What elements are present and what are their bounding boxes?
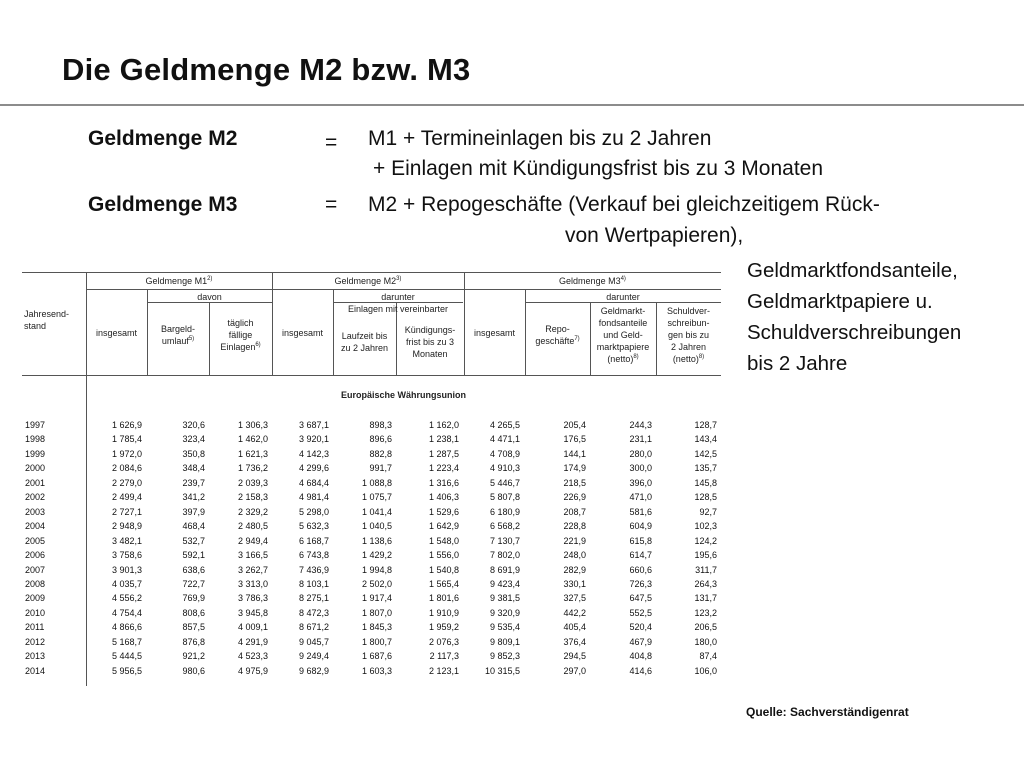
- table-cell: 7 436,9: [298, 564, 329, 575]
- table-cell: 414,6: [629, 665, 652, 676]
- row-year: 2011: [25, 622, 45, 633]
- table-cell: 604,9: [629, 521, 652, 532]
- header-schuld: Schuldver- schreibun- gen bis zu 2 Jahren (netto)$^{8)}$: [666, 306, 711, 364]
- table-cell: 8 472,3: [298, 607, 329, 618]
- side-note-line: Geldmarktfondsanteile,: [747, 259, 958, 282]
- table-cell: 128,7: [694, 420, 717, 430]
- table-cell: 5 956,5: [111, 665, 142, 676]
- table-cell: 3 920,1: [298, 434, 329, 445]
- table-cell: 1 994,8: [361, 564, 392, 575]
- table-border-top: [22, 272, 721, 273]
- table-cell: 2 117,3: [429, 651, 459, 662]
- table-cell: 144,1: [563, 448, 586, 459]
- table-cell: 3 945,8: [237, 607, 268, 618]
- header-m1: Geldmenge M1$^{2)}$: [145, 276, 213, 286]
- header-year: Jahresend- stand: [24, 309, 70, 331]
- table-cell: 4 299,6: [298, 463, 329, 474]
- table-cell: 92,7: [699, 506, 717, 517]
- table-cell: 8 275,1: [298, 593, 329, 604]
- table-cell: 1 429,2: [361, 550, 392, 561]
- table-cell: 396,0: [629, 477, 652, 488]
- table-cell: 4 035,7: [111, 578, 142, 589]
- row-year: 2000: [25, 463, 46, 474]
- table-cell: 9 381,5: [489, 593, 520, 604]
- table-cell: 614,7: [629, 550, 652, 561]
- row-year: 2002: [25, 492, 46, 503]
- side-note-line: Geldmarktpapiere u.: [747, 290, 933, 313]
- table-cell: 9 045,7: [298, 636, 329, 647]
- row-year: 2005: [25, 535, 46, 546]
- table-cell: 4 291,9: [237, 636, 268, 647]
- table-cell: 2 727,1: [111, 506, 142, 517]
- table-cell: 128,5: [694, 492, 717, 503]
- table-cell: 294,5: [563, 651, 586, 662]
- table-cell: 1 556,0: [428, 550, 459, 561]
- table-cell: 615,8: [629, 535, 652, 546]
- table-cell: 1 287,5: [428, 448, 459, 459]
- row-year: 2004: [25, 521, 46, 532]
- side-note-line: bis 2 Jahre: [747, 352, 848, 375]
- table-cell: 4 523,3: [237, 651, 268, 662]
- table-cell: 135,7: [694, 463, 717, 474]
- table-cell: 1 959,2: [428, 622, 459, 633]
- table-cell: 4 556,2: [111, 593, 142, 604]
- table-cell: 180,0: [694, 636, 717, 647]
- table-header-bottom: [22, 375, 721, 376]
- table-cell: 1 138,6: [361, 535, 392, 546]
- table-cell: 592,1: [182, 550, 205, 561]
- table-cell: 102,3: [694, 521, 717, 532]
- section-title: Europäische Währungsunion: [340, 390, 466, 400]
- header-insgesamt-m2: insgesamt: [281, 328, 324, 338]
- table-cell: 1 687,6: [361, 651, 392, 662]
- table-col-divider: [272, 272, 273, 375]
- table-cell: 876,8: [182, 636, 205, 647]
- title-divider: [0, 104, 1024, 106]
- table-cell: 1 548,0: [428, 535, 459, 546]
- table-cell: 6 168,7: [298, 535, 329, 546]
- table-cell: 2 039,3: [237, 477, 268, 488]
- table-cell: 3 901,3: [111, 564, 142, 575]
- table-cell: 8 671,2: [298, 622, 329, 633]
- table-cell: 991,7: [369, 463, 392, 474]
- table-cell: 131,7: [694, 593, 717, 604]
- row-year: 2003: [25, 506, 46, 517]
- def-m2-label: Geldmenge M2: [88, 127, 238, 150]
- table-cell: 4 142,3: [298, 448, 329, 459]
- table-cell: 143,4: [694, 434, 717, 445]
- table-cell: 376,4: [563, 636, 586, 647]
- table-cell: 1 462,0: [237, 434, 268, 445]
- table-cell: 7 802,0: [489, 550, 520, 561]
- table-cell: 3 262,7: [237, 564, 268, 575]
- table-cell: 323,4: [182, 434, 205, 445]
- table-cell: 1 917,4: [361, 593, 392, 604]
- table-cell: 722,7: [182, 578, 205, 589]
- table-cell: 87,4: [699, 651, 717, 662]
- table-cell: 320,6: [182, 420, 205, 430]
- table-cell: 300,0: [629, 463, 652, 474]
- table-cell: 896,6: [369, 434, 392, 445]
- table-cell: 218,5: [563, 477, 586, 488]
- table-cell: 1 406,3: [428, 492, 459, 503]
- table-cell: 397,9: [182, 506, 205, 517]
- table-cell: 1 603,3: [361, 665, 392, 676]
- table-cell: 9 852,3: [489, 651, 520, 662]
- table-cell: 3 482,1: [111, 535, 142, 546]
- table-cell: 1 801,6: [428, 593, 459, 604]
- table-cell: 471,0: [629, 492, 652, 503]
- table-cell: 3 313,0: [237, 578, 268, 589]
- table-cell: 404,8: [629, 651, 652, 662]
- table-cell: 145,8: [694, 477, 717, 488]
- row-year: 2006: [25, 550, 46, 561]
- table-cell: 280,0: [629, 448, 652, 459]
- table-cell: 123,2: [694, 607, 717, 618]
- table-cell: 10 315,5: [484, 665, 520, 676]
- table-cell: 1 316,6: [428, 477, 459, 488]
- table-cell: 176,5: [563, 434, 586, 445]
- table-cell: 2 949,4: [237, 535, 268, 546]
- source-note: Quelle: Sachverständigenrat: [746, 705, 909, 719]
- table-cell: 5 446,7: [489, 477, 520, 488]
- def-m3-equals: =: [325, 193, 338, 216]
- def-m2-line1: M1 + Termineinlagen bis zu 2 Jahren: [368, 127, 712, 150]
- def-m3-line1: M2 + Repogeschäfte (Verkauf bei gleichzeitigem Rück-: [368, 193, 880, 216]
- table-cell: 4 975,9: [237, 665, 268, 676]
- header-m2: Geldmenge M2$^{3)}$: [334, 276, 402, 286]
- table-cell: 4 754,4: [111, 607, 142, 618]
- table-cell: 9 809,1: [489, 636, 520, 647]
- table-cell: 857,5: [182, 622, 205, 633]
- table-cell: 239,7: [182, 477, 205, 488]
- table-cell: 1 642,9: [428, 521, 459, 532]
- table-rule: [86, 289, 721, 290]
- table-cell: 9 682,9: [298, 665, 329, 676]
- side-note: [747, 255, 961, 379]
- table-cell: 228,8: [563, 521, 586, 532]
- table-cell: 4 684,4: [298, 477, 329, 488]
- table-cell: 1 223,4: [428, 463, 459, 474]
- header-davon: davon: [197, 292, 222, 302]
- table-cell: 3 758,6: [111, 550, 142, 561]
- table-cell: 638,6: [182, 564, 205, 575]
- table-cell: 6 180,9: [489, 506, 520, 517]
- table-cell: 1 800,7: [361, 636, 392, 647]
- table-cell: 1 845,3: [361, 622, 392, 633]
- header-darunter-m2: darunter Einlagen mit vereinbarter: [347, 292, 449, 314]
- table-cell: 2 076,3: [428, 636, 459, 647]
- table-cell: 341,2: [182, 492, 205, 503]
- table-cell: 174,9: [563, 463, 586, 474]
- table-cell: 769,9: [182, 593, 205, 604]
- table-cell: 282,9: [563, 564, 586, 575]
- table-cell: 7 130,7: [489, 535, 520, 546]
- def-m2-line2: + Einlagen mit Kündigungsfrist bis zu 3 Monaten: [373, 157, 824, 180]
- table-cell: 330,1: [563, 578, 586, 589]
- table-cell: 248,0: [563, 550, 586, 561]
- table-cell: 442,2: [563, 607, 586, 618]
- table-cell: 467,9: [629, 636, 652, 647]
- table-cell: 5 632,3: [298, 521, 329, 532]
- header-insgesamt-m3: insgesamt: [473, 328, 516, 338]
- table-cell: 1 621,3: [237, 448, 268, 459]
- table-cell: 3 166,5: [237, 550, 268, 561]
- page-title: Die Geldmenge M2 bzw. M3: [62, 52, 471, 87]
- table-cell: 532,7: [182, 535, 205, 546]
- table-cell: 226,9: [563, 492, 586, 503]
- row-year: 1998: [25, 434, 46, 445]
- table-cell: 468,4: [182, 521, 205, 532]
- table-cell: 1 565,4: [428, 578, 459, 589]
- table-cell: 4 708,9: [489, 448, 520, 459]
- table-cell: 348,4: [182, 463, 205, 474]
- header-laufzeit: Laufzeit bis zu 2 Jahren: [340, 331, 389, 353]
- table-cell: 8 691,9: [489, 564, 520, 575]
- def-m3-label: Geldmenge M3: [88, 193, 238, 216]
- table-cell: 221,9: [563, 535, 586, 546]
- table-cell: 231,1: [629, 434, 652, 445]
- header-bargeld: Bargeld- umlauf$^{5)}$: [160, 324, 196, 346]
- table-cell: 9 535,4: [489, 622, 520, 633]
- table-cell: 264,3: [694, 578, 717, 589]
- table-cell: 581,6: [629, 506, 652, 517]
- table-cell: 8 103,1: [298, 578, 329, 589]
- table-cell: 1 807,0: [361, 607, 392, 618]
- row-year: 2012: [25, 636, 46, 647]
- table-cell: 6 568,2: [489, 521, 520, 532]
- row-year: 2008: [25, 578, 46, 589]
- row-year: 2007: [25, 564, 46, 575]
- table-cell: 552,5: [629, 607, 652, 618]
- table-cell: 9 320,9: [489, 607, 520, 618]
- table-col-divider: [464, 272, 465, 375]
- table-cell: 311,7: [695, 564, 717, 575]
- table-cell: 1 972,0: [111, 448, 142, 459]
- table-cell: 350,8: [182, 448, 205, 459]
- table-cell: 244,3: [629, 420, 652, 430]
- table-cell: 1 910,9: [428, 607, 459, 618]
- table-cell: 5 298,0: [298, 506, 329, 517]
- table-cell: 1 736,2: [237, 463, 268, 474]
- side-note-line: Schuldverschreibungen: [747, 321, 962, 344]
- table-cell: 5 444,5: [111, 651, 142, 662]
- table-cell: 208,7: [563, 506, 586, 517]
- header-m3: Geldmenge M3$^{4)}$: [559, 276, 626, 286]
- table-cell: 726,3: [629, 578, 652, 589]
- table-cell: 1 238,1: [428, 434, 459, 445]
- table-cell: 4 866,6: [111, 622, 142, 633]
- row-year: 2001: [25, 477, 46, 488]
- row-year: 2013: [25, 651, 46, 662]
- row-year: 2010: [25, 607, 46, 618]
- row-year: 1997: [25, 420, 46, 430]
- table-cell: 2 480,5: [237, 521, 268, 532]
- table-cell: 4 265,5: [489, 420, 520, 430]
- table-cell: 6 743,8: [298, 550, 329, 561]
- table-cell: 4 471,1: [489, 434, 520, 445]
- row-year: 2009: [25, 593, 46, 604]
- row-year: 1999: [25, 448, 46, 459]
- table-cell: 4 981,4: [298, 492, 329, 503]
- table-cell: 405,4: [563, 622, 586, 633]
- money-supply-table: [22, 272, 721, 686]
- table-cell: 9 423,4: [489, 578, 520, 589]
- table-cell: 5 168,7: [111, 636, 142, 647]
- table-cell: 124,2: [694, 535, 717, 546]
- table-cell: 2 084,6: [111, 463, 142, 474]
- table-cell: 921,2: [182, 651, 205, 662]
- table-cell: 882,8: [369, 448, 392, 459]
- table-cell: 1 041,4: [361, 506, 392, 517]
- table-cell: 4 910,3: [489, 463, 520, 474]
- table-cell: 4 009,1: [237, 622, 268, 633]
- table-cell: 327,5: [563, 593, 586, 604]
- table-cell: 1 306,3: [237, 420, 268, 430]
- table-cell: 2 499,4: [111, 492, 142, 503]
- table-cell: 1 162,0: [428, 420, 459, 430]
- table-cell: 106,0: [694, 665, 717, 676]
- table-cell: 206,5: [694, 622, 717, 633]
- table-cell: 3 687,1: [298, 420, 329, 430]
- table-cell: 297,0: [563, 665, 586, 676]
- header-faellig: täglich fällige Einlagen$^{6)}$: [220, 318, 261, 352]
- table-cell: 898,3: [369, 420, 392, 430]
- table-cell: 1 088,8: [361, 477, 392, 488]
- header-geldmarkt: Geldmarkt- fondsanteile und Geld- marktpapiere (netto)$^{8)}$: [596, 306, 650, 364]
- table-cell: 205,4: [563, 420, 586, 430]
- table-cell: 647,5: [629, 593, 652, 604]
- table-cell: 980,6: [182, 665, 205, 676]
- header-insgesamt-m1: insgesamt: [95, 328, 138, 338]
- table-cell: 1 529,6: [428, 506, 459, 517]
- def-m3-line2: von Wertpapieren),: [565, 224, 744, 247]
- table-cell: 1 040,5: [361, 521, 392, 532]
- header-darunter-m3: darunter: [606, 292, 640, 302]
- table-cell: 195,6: [694, 550, 717, 561]
- table-cell: 2 158,3: [237, 492, 268, 503]
- table-cell: 1 785,4: [111, 434, 142, 445]
- table-cell: 2 279,0: [111, 477, 142, 488]
- table-cell: 808,6: [182, 607, 205, 618]
- table-cell: 520,4: [629, 622, 652, 633]
- table-cell: 9 249,4: [298, 651, 329, 662]
- table-cell: 1 626,9: [111, 420, 142, 430]
- table-cell: 2 502,0: [361, 578, 392, 589]
- row-year: 2014: [25, 665, 46, 676]
- def-m2-equals: =: [325, 131, 338, 154]
- table-cell: 1 075,7: [361, 492, 392, 503]
- table-cell: 1 540,8: [428, 564, 459, 575]
- table-cell: 5 807,8: [489, 492, 520, 503]
- table-cell: 2 329,2: [237, 506, 268, 517]
- table-cell: 2 123,1: [428, 665, 459, 676]
- table-cell: 142,5: [694, 448, 717, 459]
- table-cell: 3 786,3: [237, 593, 268, 604]
- header-kuendigung: Kündigungs- frist bis zu 3 Monaten: [404, 325, 456, 359]
- header-repo: Repo- geschäfte$^{7)}$: [535, 324, 580, 346]
- table-cell: 2 948,9: [111, 521, 142, 532]
- table-cell: 660,6: [629, 564, 652, 575]
